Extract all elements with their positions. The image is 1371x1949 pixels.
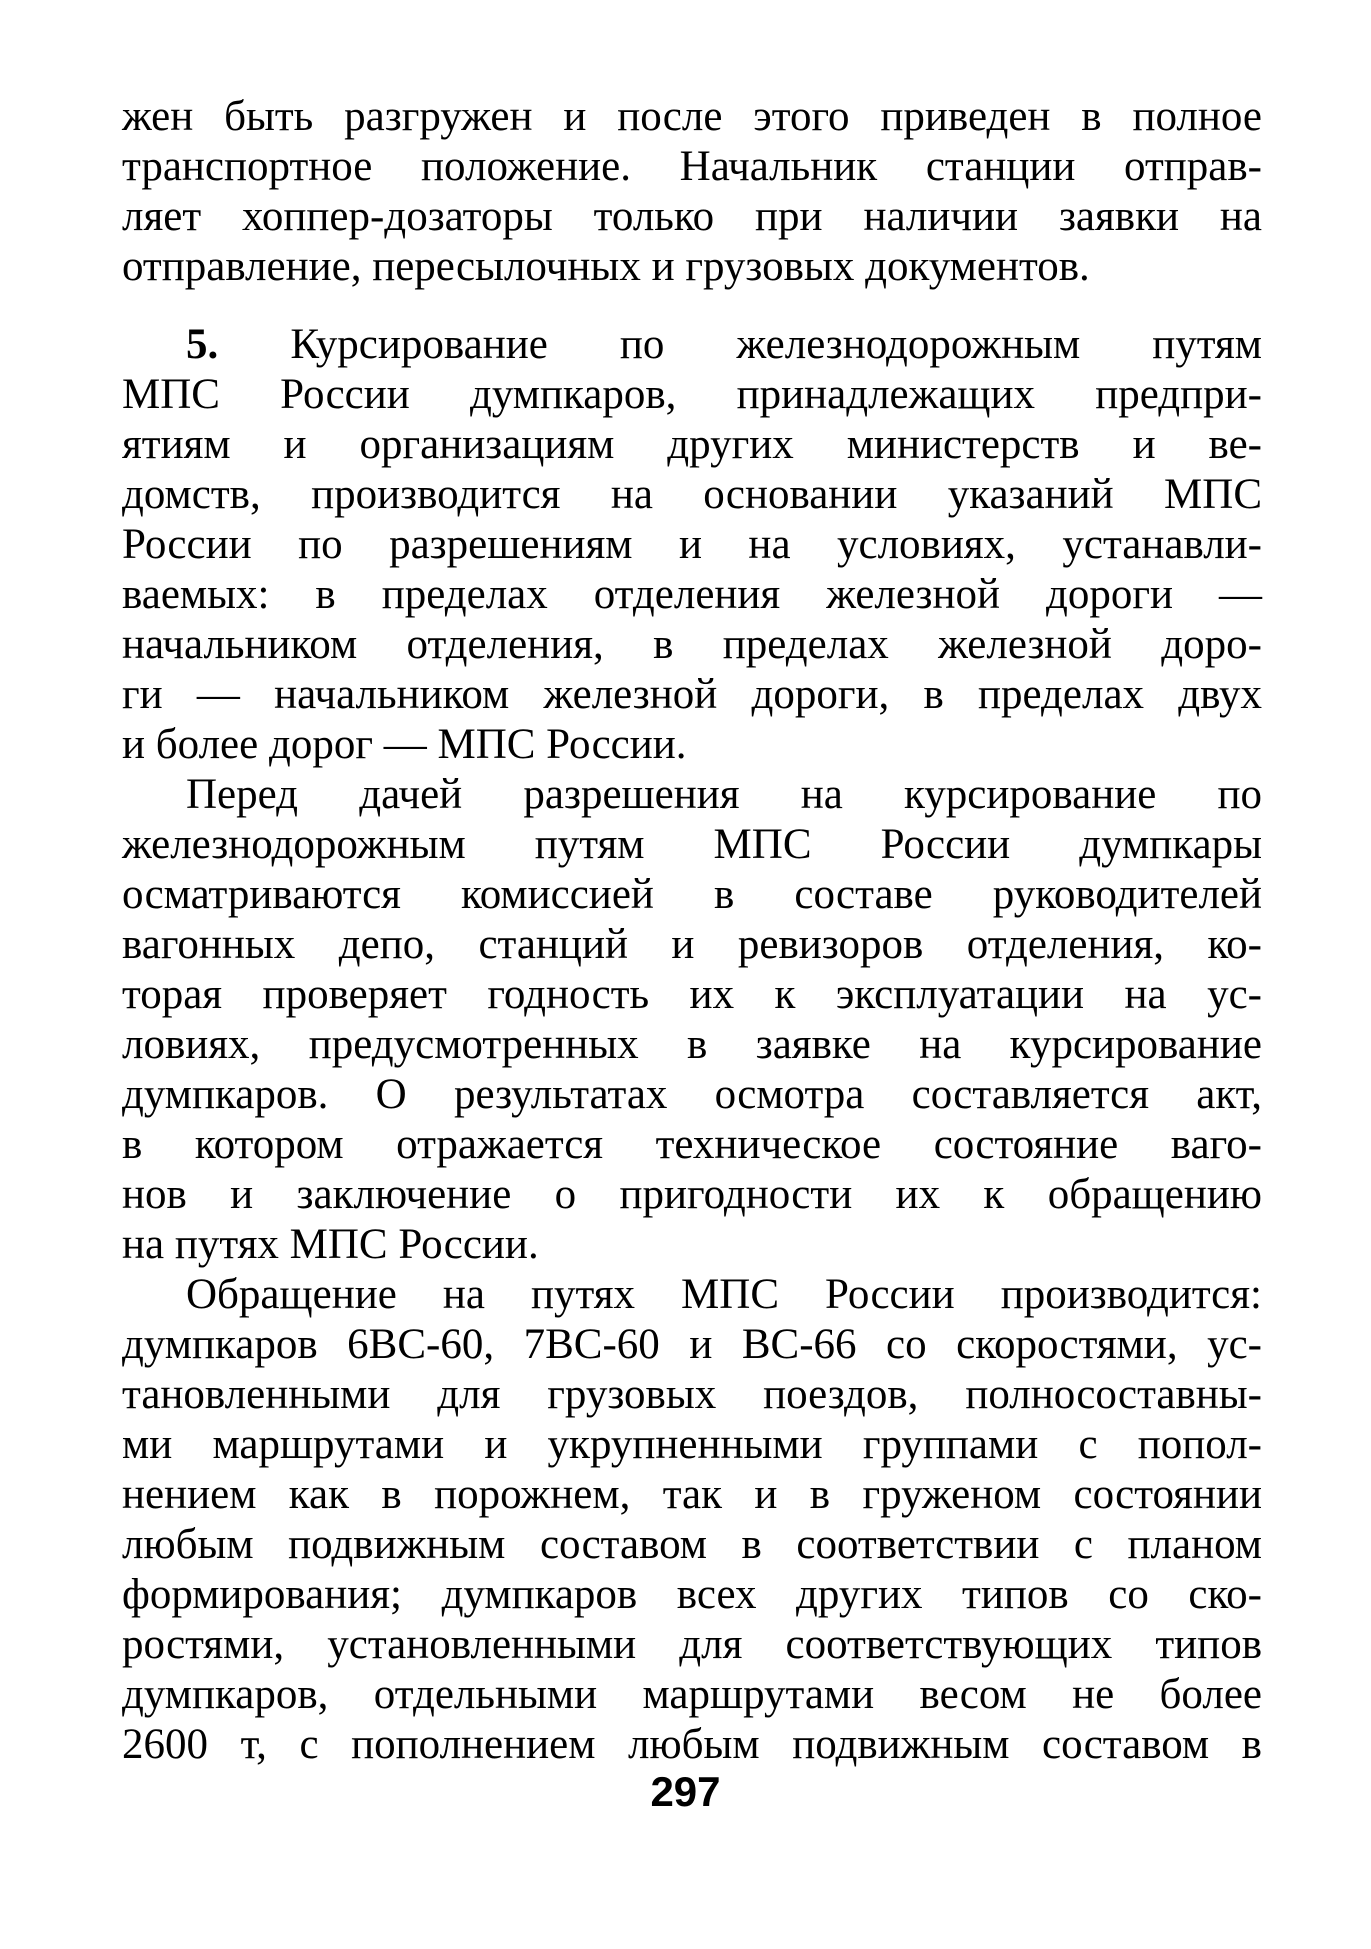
text-line: домств, производится на основании указаний МПС xyxy=(122,471,1262,518)
text-line: формирования; думпкаров всех других типов со ско- xyxy=(122,1571,1262,1618)
text-line: Обращение на путях МПС России производится: xyxy=(186,1271,1262,1318)
text-line: вагонных депо, станций и ревизоров отделения, ко- xyxy=(122,921,1262,968)
paragraph-inspection xyxy=(122,770,1262,1270)
text-line: отправление, пересылочных и грузовых документов. xyxy=(122,243,1090,290)
text-line: ги — начальником железной дороги, в пределах двух xyxy=(122,671,1262,718)
text-line: тановленными для грузовых поездов, полносоставны- xyxy=(122,1371,1262,1418)
text-line: нов и заключение о пригодности их к обращению xyxy=(122,1171,1262,1218)
text-line: в котором отражается техническое состояние ваго- xyxy=(122,1121,1262,1168)
paragraph-circulation xyxy=(122,1270,1262,1770)
text-line: нением как в порожнем, так и в груженом состоянии xyxy=(122,1471,1262,1518)
text-line: думпкаров 6ВС-60, 7ВС-60 и ВС-66 со скоростями, ус- xyxy=(122,1321,1262,1368)
text-line: ловиях, предусмотренных в заявке на курсирование xyxy=(122,1021,1262,1068)
page-number: 297 xyxy=(650,1768,721,1815)
text-line: и более дорог — МПС России. xyxy=(122,721,687,768)
text-line: любым подвижным составом в соответствии с планом xyxy=(122,1521,1262,1568)
text-line xyxy=(122,320,1262,370)
section-number: 5. xyxy=(186,321,219,368)
text-line: ваемых: в пределах отделения железной дороги — xyxy=(122,571,1262,618)
text-line: начальником отделения, в пределах железной доро- xyxy=(122,621,1262,668)
text-line: осматриваются комиссией в составе руководителей xyxy=(122,871,1262,918)
text-line: транспортное положение. Начальник станции отправ- xyxy=(122,143,1262,190)
text-line: ятиям и организациям других министерств и ве- xyxy=(122,421,1262,468)
paragraph-continuation xyxy=(122,92,1262,292)
text-line: России по разрешениям и на условиях, устанавли- xyxy=(122,521,1262,568)
text-line: ми маршрутами и укрупненными группами с попол- xyxy=(122,1421,1262,1468)
text-line: на путях МПС России. xyxy=(122,1221,539,1268)
text-line: МПС России думпкаров, принадлежащих предпри- xyxy=(122,371,1262,418)
document-page xyxy=(122,92,1262,1770)
text-line: железнодорожным путям МПС России думпкары xyxy=(122,821,1262,868)
text-line: ляет хоппер-дозаторы только при наличии заявки на xyxy=(122,193,1262,240)
paragraph-section-5 xyxy=(122,320,1262,770)
text-line: жен быть разгружен и после этого приведен в полное xyxy=(122,93,1262,140)
section-heading-text: Курсирование по железнодорожным путям xyxy=(290,321,1262,368)
text-line: торая проверяет годность их к эксплуатации на ус- xyxy=(122,971,1262,1018)
text-line: думпкаров. О результатах осмотра составляется акт, xyxy=(122,1071,1262,1118)
text-line: ростями, установленными для соответствующих типов xyxy=(122,1621,1262,1668)
text-line: 2600 т, с пополнением любым подвижным составом в xyxy=(122,1721,1262,1768)
text-line: думпкаров, отдельными маршрутами весом не более xyxy=(122,1671,1262,1718)
text-line: Перед дачей разрешения на курсирование по xyxy=(186,771,1262,818)
